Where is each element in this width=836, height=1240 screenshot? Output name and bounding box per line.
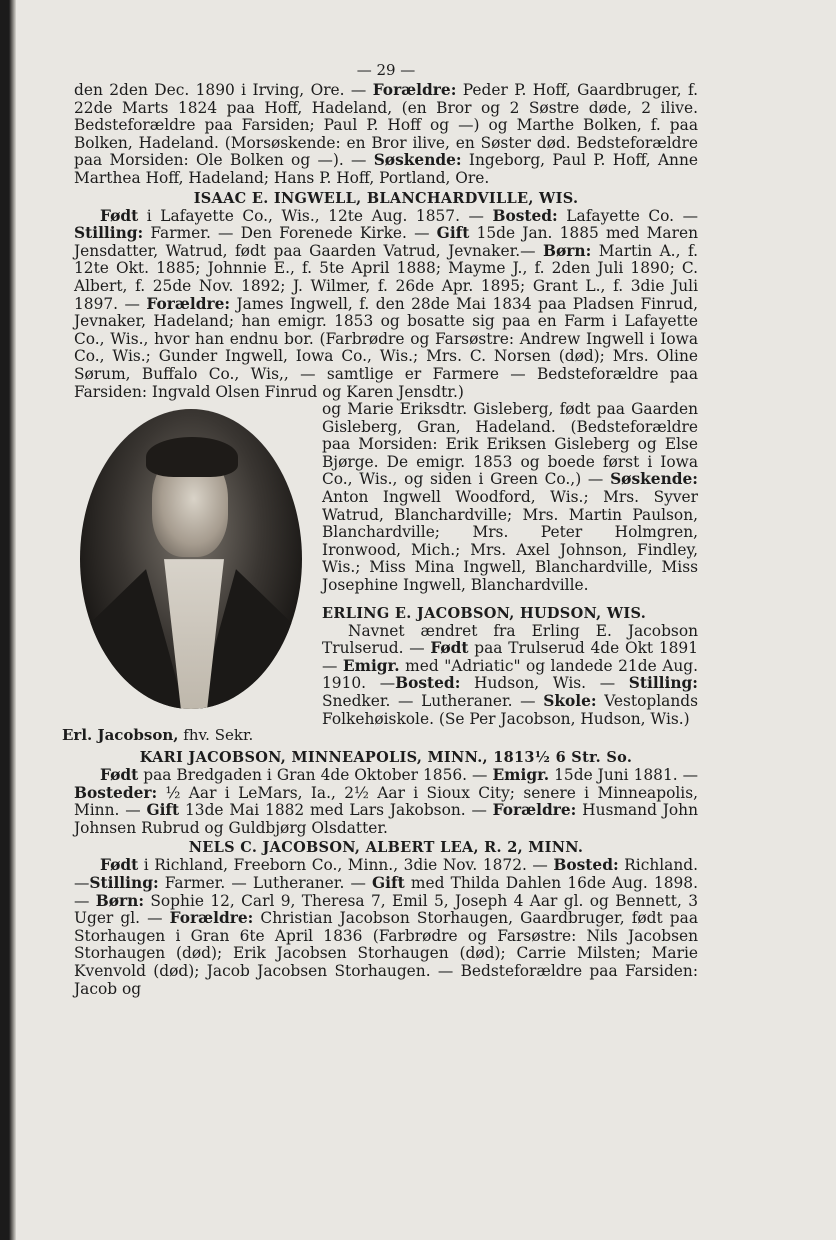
intro-paragraph: den 2den Dec. 1890 i Irving, Ore. — Forældre: Peder P. Hoff, Gaardbruger, f. 22de Marts 1824 paa Hoff, Hadeland, (en Bror og 2 Søstre døde, 2 ilive. Bedsteforældre paa Farsiden; Paul P. Hoff og —) og Marthe Bolken, f. paa Bolken, Hadeland. (Morsøskende: en Bror ilive, en Søster død. Bedsteforældre paa Morsiden: Ole Bolken og —). — Søskende: Ingeborg, Paul P. Hoff, Anne Marthea Hoff, Hadeland; Hans P. Hoff, Portland, Ore. [74,81,698,187]
book-spine-edge [0,0,16,1240]
entry-continuation [74,82,698,188]
entry-heading: ERLING E. JACOBSON, HUDSON, WIS. [322,604,647,622]
portrait-photo [80,409,302,709]
entry-heading: KARI JACOBSON, MINNEAPOLIS, MINN., 1813½ 6 Str. So. [139,749,633,767]
entry-body: Navnet ændret fra Erling E. Jacobson Trulserud. — Født paa Trulserud 4de Okt 1891 — Emigr. med "Adriatic" og landede 21de Aug. 1910. —Bosted: Hudson, Wis. — Stilling: Snedker. — Lutheraner. — Skole: Vestoplands Folkehøiskole. (Se Per Jacobson, Hudson, Wis.) [322,621,698,728]
entry-nels-jacobson [74,839,698,998]
entry-body: Født i Richland, Freeborn Co., Minn., 3die Nov. 1872. — Bosted: Richland. —Stilling: Farmer. — Lutheraner. — Gift med Thilda Dahlen 16de Aug. 1898. — Børn: Sophie 12, Carl 9, Theresa 7, Emil 5, Joseph 4 Aar gl. og Bennett, 3 Uger gl. — Forældre: Christian Jacobson Storhaugen, Gaardbruger, født paa Storhaugen i Gran 6te April 1836 (Farbrødre og Farsøstre: Nils Jacobsen Storhaugen (død); Erik Jacobsen Storhaugen (død); Carrie Milsten; Marie Kvenvold (død); Jacob Jacobsen Storhaugen. — Bedsteforældre paa Farsiden: Jacob og [74,856,698,998]
entry-body-continued: og Marie Eriksdtr. Gisleberg, født paa Gaarden Gisleberg, Gran, Hadeland. (Bedsteforældre paa Morsiden: Erik Eriksen Gisleberg og Else Bjørge. De emigr. 1853 og boede først i Iowa Co., Wis., og siden i Green Co.,) — Søskende: Anton Ingwell Woodford, Wis.; Mrs. Syver Watrud, Blanchardville; Mrs. Martin Paulson, Blanchardville; Mrs. Peter Holmgren, Ironwood, Mich.; Mrs. Axel Johnson, Findley, Wis.; Miss Mina Ingwell, Blanchardville, Miss Josephine Ingwell, Blanchardville. [322,400,698,595]
page-number: — 29 — [356,61,416,79]
entry-body: Født i Lafayette Co., Wis., 12te Aug. 1857. — Bosted: Lafayette Co. — Stilling: Farmer. — Den Forenede Kirke. — Gift 15de Jan. 1885 med Maren Jensdatter, Watrud, født paa Gaarden Vatrud, Jevnaker.— Børn: Martin A., f. 12te Okt. 1885; Johnnie E., f. 5te April 1888; Mayme J., f. 2den Juli 1890; C. Albert, f. 25de Nov. 1892; J. Wilmer, f. 26de Apr. 1895; Grant L., f. 3die Juli 1897. — Forældre: James Ingwell, f. den 28de Mai 1834 paa Pladsen Finrud, Jevnaker, Hadeland; han emigr. 1853 og bosatte sig paa en Farm i Lafayette Co., Wis., hvor han endnu bor. (Farbrødre og Farsøstre: Andrew Ingwell i Iowa Co., Wis.; Gunder Ingwell, Iowa Co., Wis.; Mrs. C. Norsen (død); Mrs. Oline Sørum, Buffalo Co., Wis,, — samtlige er Farmere — Bedsteforældre paa Farsiden: Ingvald Olsen Finrud og Karen Jensdtr.) [74,206,698,401]
book-page [62,61,699,998]
portrait-caption: Erl. Jacobson, fhv. Sekr. [62,726,254,745]
entry-heading: NELS C. JACOBSON, ALBERT LEA, R. 2, MINN. [188,839,584,857]
portrait-figure [62,405,312,747]
entry-heading: ISAAC E. INGWELL, BLANCHARDVILLE, WIS. [193,189,579,207]
entry-kari-jacobson [74,749,698,837]
entry-body: Født paa Bredgaden i Gran 4de Oktober 1856. — Emigr. 15de Juni 1881. — Bosteder: ½ Aar i LeMars, Ia., 2½ Aar i Sioux City; senere i Minneapolis, Minn. — Gift 13de Mai 1882 med Lars Jakobson. — Forældre: Husmand John Johnsen Rubrud og Guldbjørg Olsdatter. [74,766,699,837]
